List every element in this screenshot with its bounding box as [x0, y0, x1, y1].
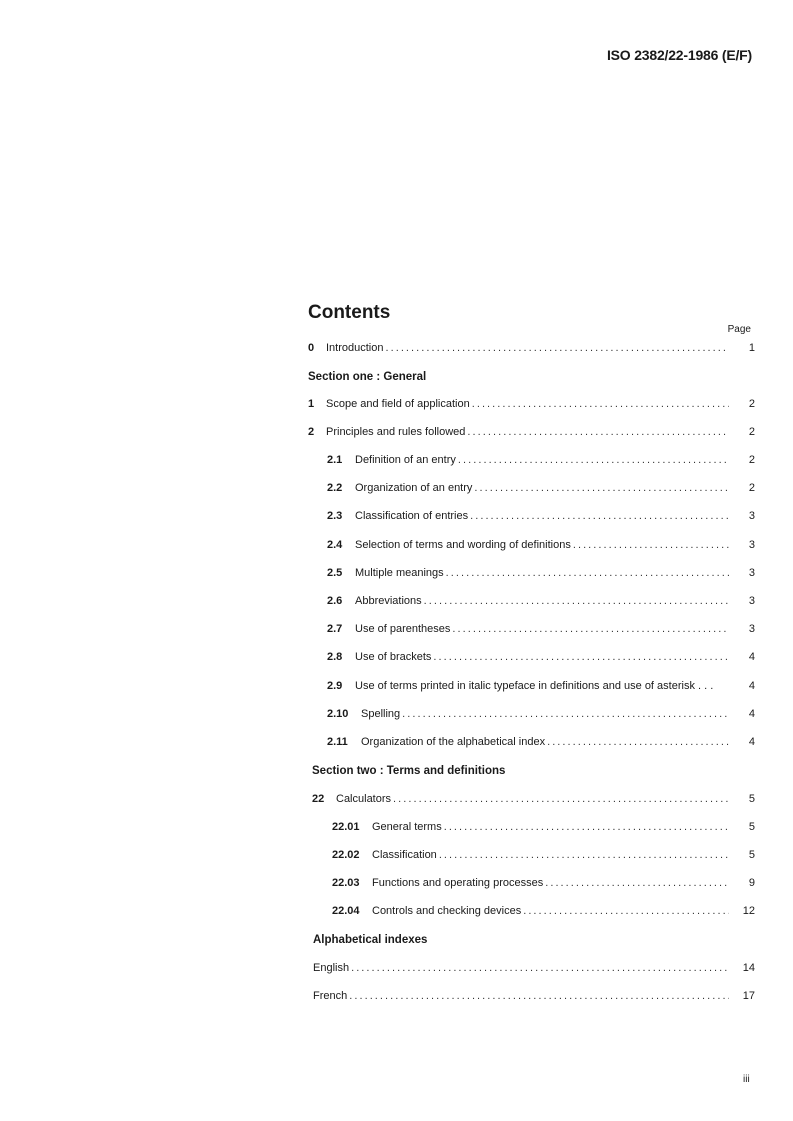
toc-subentry[interactable]	[308, 651, 755, 667]
entry-page: 2	[748, 482, 755, 494]
toc-entry-english-index[interactable]	[313, 962, 755, 978]
entry-page: 3	[748, 567, 755, 579]
entry-label: Use of terms printed in italic typeface in definitions and use of asterisk . . .	[355, 680, 714, 692]
leader-dots	[393, 793, 729, 805]
entry-number: 22.01	[332, 821, 360, 833]
entry-page: 5	[748, 821, 755, 833]
entry-label: Calculators	[336, 793, 392, 805]
toc-subentry[interactable]	[308, 482, 755, 498]
entry-number: 2.4	[327, 539, 343, 551]
entry-number: 1	[308, 398, 315, 410]
entry-label: Organization of an entry	[355, 482, 473, 494]
toc-subentry[interactable]	[312, 849, 755, 865]
entry-number: 0	[308, 342, 315, 354]
entry-label: Abbreviations	[355, 595, 422, 607]
entry-label: Use of brackets	[355, 651, 432, 663]
toc-subentry[interactable]	[308, 680, 755, 696]
toc-subentry[interactable]	[308, 595, 755, 611]
entry-label: Principles and rules followed	[326, 426, 466, 438]
toc-subentry[interactable]	[312, 877, 755, 893]
toc-subentry[interactable]	[308, 736, 755, 752]
entry-label: Selection of terms and wording of definitions	[355, 539, 571, 551]
toc-entry[interactable]	[308, 426, 755, 442]
entry-number: 22.02	[332, 849, 360, 861]
toc-subentry[interactable]	[308, 623, 755, 639]
entry-label: Spelling	[361, 708, 401, 720]
entry-label: Classification	[372, 849, 437, 861]
entry-page: 4	[748, 708, 755, 720]
entry-page: 3	[748, 623, 755, 635]
entry-page: 14	[742, 962, 755, 974]
entry-number: 2.10	[327, 708, 349, 720]
entry-number: 2.1	[327, 454, 343, 466]
page-number: iii	[743, 1074, 750, 1085]
toc-subentry[interactable]	[308, 454, 755, 470]
leader-dots	[467, 426, 729, 438]
leader-dots	[351, 962, 729, 974]
toc-subentry[interactable]	[308, 708, 755, 724]
entry-page: 4	[748, 736, 755, 748]
entry-number: 2.5	[327, 567, 343, 579]
entry-page: 2	[748, 426, 755, 438]
leader-dots	[470, 510, 729, 522]
entry-label: Definition of an entry	[355, 454, 456, 466]
entry-number: 2.6	[327, 595, 343, 607]
page-column-label: Page	[727, 324, 751, 335]
toc-title: Contents	[308, 302, 391, 323]
leader-dots	[458, 454, 729, 466]
entry-page: 9	[748, 877, 755, 889]
entry-number: 2.8	[327, 651, 343, 663]
leader-dots	[433, 651, 729, 663]
leader-dots	[446, 567, 729, 579]
entry-page: 17	[742, 990, 755, 1002]
entry-label: Use of parentheses	[355, 623, 451, 635]
entry-number: 2.3	[327, 510, 343, 522]
leader-dots	[444, 821, 729, 833]
leader-dots	[424, 595, 729, 607]
entry-number: 22	[312, 793, 325, 805]
entry-page: 3	[748, 510, 755, 522]
toc-subentry[interactable]	[312, 821, 755, 837]
leader-dots	[545, 877, 729, 889]
leader-dots	[452, 623, 729, 635]
entry-page: 4	[748, 680, 755, 692]
entry-label: English	[313, 962, 350, 974]
alphabetical-indexes-heading: Alphabetical indexes	[313, 934, 428, 946]
entry-label: General terms	[372, 821, 442, 833]
entry-number: 2.2	[327, 482, 343, 494]
entry-number: 2.7	[327, 623, 343, 635]
toc-subentry[interactable]	[308, 539, 755, 555]
entry-page: 3	[748, 539, 755, 551]
entry-label: Multiple meanings	[355, 567, 444, 579]
leader-dots	[385, 342, 729, 354]
leader-dots	[472, 398, 729, 410]
leader-dots	[547, 736, 729, 748]
entry-label: Classification of entries	[355, 510, 469, 522]
toc-subentry[interactable]	[312, 905, 755, 921]
toc-entry-calculators[interactable]	[312, 793, 755, 809]
leader-dots	[474, 482, 729, 494]
toc-subentry[interactable]	[308, 567, 755, 583]
entry-page: 4	[748, 651, 755, 663]
entry-number: 22.04	[332, 905, 360, 917]
section-one-heading: Section one : General	[308, 371, 427, 383]
toc-entry[interactable]	[308, 398, 755, 414]
entry-label: Controls and checking devices	[372, 905, 522, 917]
leader-dots	[523, 905, 729, 917]
entry-page: 3	[748, 595, 755, 607]
toc-entry-french-index[interactable]	[313, 990, 755, 1006]
toc-entry-introduction[interactable]	[308, 342, 755, 358]
entry-label: Scope and field of application	[326, 398, 470, 410]
entry-label: Introduction	[326, 342, 384, 354]
leader-dots	[402, 708, 729, 720]
entry-page: 5	[748, 793, 755, 805]
entry-page: 2	[748, 398, 755, 410]
leader-dots	[439, 849, 729, 861]
table-of-contents	[308, 300, 755, 1002]
leader-dots	[349, 990, 729, 1002]
document-reference: ISO 2382/22-1986 (E/F)	[606, 47, 752, 63]
section-two-heading: Section two : Terms and definitions	[312, 765, 506, 777]
entry-page: 2	[748, 454, 755, 466]
entry-number: 2.9	[327, 680, 343, 692]
entry-number: 22.03	[332, 877, 360, 889]
entry-page: 5	[748, 849, 755, 861]
entry-label: Functions and operating processes	[372, 877, 544, 889]
toc-subentry[interactable]	[308, 510, 755, 526]
entry-number: 2	[308, 426, 315, 438]
leader-dots	[573, 539, 729, 551]
entry-label: Organization of the alphabetical index	[361, 736, 546, 748]
entry-number: 2.11	[327, 736, 348, 748]
entry-page: 12	[742, 905, 755, 917]
entry-page: 1	[748, 342, 755, 354]
entry-label: French	[313, 990, 348, 1002]
